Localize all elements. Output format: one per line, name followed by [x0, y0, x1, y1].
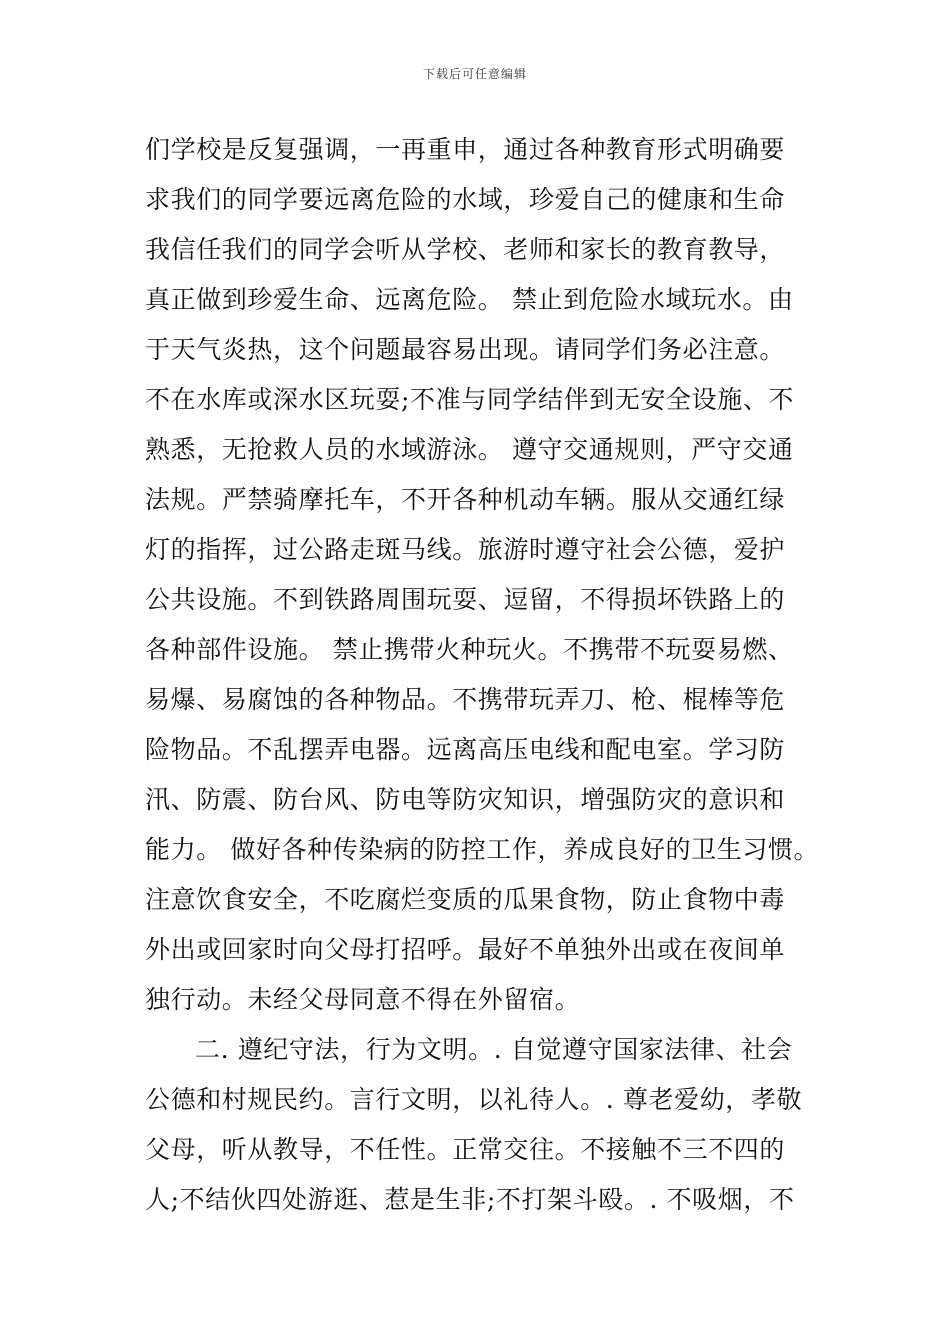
text-line: 不在水库或深水区玩耍;不准与同学结伴到无安全设施、不 [145, 385, 795, 414]
text-line: 于天气炎热，这个问题最容易出现。请同学们务必注意。 [145, 335, 786, 364]
text-line: 险物品。不乱摆弄电器。远离高压电线和配电室。学习防 [145, 735, 786, 764]
text-line: 熟悉，无抢救人员的水域游泳。 遵守交通规则，严守交通 [145, 435, 794, 464]
text-line: 能力。 做好各种传染病的防控工作，养成良好的卫生习惯。 [145, 835, 820, 864]
page-header-note: 下载后可任意编辑 [422, 67, 527, 81]
text-line: 外出或回家时向父母打招呼。最好不单独外出或在夜间单 [145, 935, 786, 964]
text-line: 注意饮食安全，不吃腐烂变质的瓜果食物，防止食物中毒 [145, 885, 786, 914]
text-line: 公共设施。不到铁路周围玩耍、逗留，不得损坏铁路上的 [145, 585, 786, 614]
paragraph-start-line: 二. 遵纪守法，行为文明。. 自觉遵守国家法律、社会 [195, 1035, 793, 1064]
text-line: 独行动。未经父母同意不得在外留宿。 [145, 985, 581, 1014]
text-line: 求我们的同学要远离危险的水域，珍爱自己的健康和生命 [145, 185, 786, 214]
text-line: 各种部件设施。 禁止携带火种玩火。不携带不玩耍易燃、 [145, 635, 794, 664]
text-line: 公德和村规民约。言行文明，以礼待人。. 尊老爱幼，孝敬 [145, 1085, 803, 1114]
text-line: 灯的指挥，过公路走斑马线。旅游时遵守社会公德，爱护 [145, 535, 786, 564]
text-line: 父母，听从教导，不任性。正常交往。不接触不三不四的 [145, 1135, 786, 1164]
text-line: 们学校是反复强调，一再重申，通过各种教育形式明确要 [145, 135, 786, 164]
text-line: 我信任我们的同学会听从学校、老师和家长的教育教导， [145, 235, 786, 264]
text-line: 人;不结伙四处游逛、惹是生非;不打架斗殴。. 不吸烟，不 [145, 1185, 795, 1214]
text-line: 真正做到珍爱生命、远离危险。 禁止到危险水域玩水。由 [145, 285, 794, 314]
text-line: 汛、防震、防台风、防电等防灾知识，增强防灾的意识和 [145, 785, 786, 814]
text-line: 法规。严禁骑摩托车，不开各种机动车辆。服从交通红绿 [145, 485, 786, 514]
text-line: 易爆、易腐蚀的各种物品。不携带玩弄刀、枪、棍棒等危 [145, 685, 786, 714]
